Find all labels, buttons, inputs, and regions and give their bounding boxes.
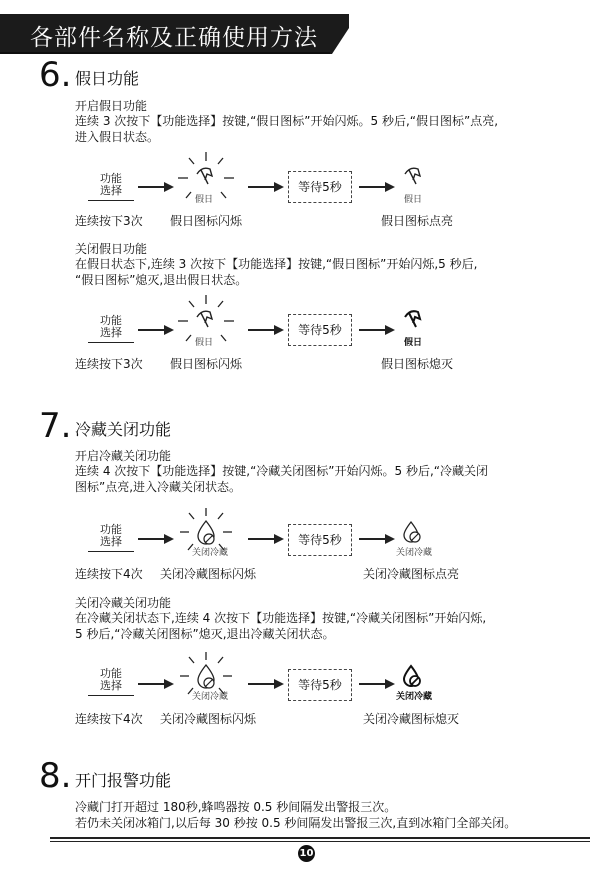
icon-label: 关闭冷藏 <box>396 548 433 558</box>
paragraph: 连续 4 次按下【功能选择】按键,“冷藏关闭图标”开始闪烁。5 秒后,“冷藏关闭 图标”点亮,进入冷藏关闭状态。 <box>75 464 488 494</box>
caption: 连续按下4次 <box>75 567 143 581</box>
subsection-title: 关闭冷藏关闭功能 <box>75 596 172 610</box>
function-select-button: 功能 选择 <box>88 173 134 201</box>
arrow-icon <box>248 324 284 336</box>
wait-box: 等待5秒 <box>288 524 352 556</box>
subsection-title: 开启假日功能 <box>75 99 148 113</box>
arrow-icon <box>138 678 174 690</box>
icon-label: 假日 <box>404 338 423 348</box>
section-title: 假日功能 <box>75 69 140 88</box>
page-number: 10 <box>298 845 315 862</box>
caption: 关闭冷藏图标熄灭 <box>363 712 460 726</box>
icon-label: 关闭冷藏 <box>192 548 229 558</box>
wait-box: 等待5秒 <box>288 314 352 346</box>
arrow-icon <box>359 324 395 336</box>
wait-box: 等待5秒 <box>288 669 352 701</box>
icon-label: 假日 <box>195 338 214 348</box>
arrow-icon <box>248 678 284 690</box>
arrow-icon <box>359 181 395 193</box>
arrow-icon <box>138 181 174 193</box>
section-title: 冷藏关闭功能 <box>75 420 172 439</box>
arrow-icon <box>138 533 174 545</box>
subsection-title: 关闭假日功能 <box>75 242 148 256</box>
arrow-icon <box>359 533 395 545</box>
caption: 假日图标点亮 <box>381 214 454 228</box>
section-number: 6. <box>39 55 72 95</box>
caption: 关闭冷藏图标闪烁 <box>160 567 257 581</box>
function-select-button: 功能 选择 <box>88 524 134 552</box>
paragraph: 在假日状态下,连续 3 次按下【功能选择】按键,“假日图标”开始闪烁,5 秒后, “假日图标”熄灭,退出假日状态。 <box>75 257 478 287</box>
icon-label: 关闭冷藏 <box>192 692 229 702</box>
caption: 连续按下3次 <box>75 357 143 371</box>
caption: 假日图标闪烁 <box>170 357 243 371</box>
section-number: 7. <box>39 406 72 446</box>
fridge-off-icon <box>400 520 424 544</box>
icon-label: 假日 <box>404 195 423 205</box>
function-select-button: 功能 选择 <box>88 668 134 696</box>
function-select-button: 功能 选择 <box>88 315 134 343</box>
arrow-icon <box>138 324 174 336</box>
icon-label: 假日 <box>195 195 214 205</box>
caption: 关闭冷藏图标闪烁 <box>160 712 257 726</box>
section-number: 8. <box>39 756 72 796</box>
paragraph: 冷藏门打开超过 180秒,蜂鸣器按 0.5 秒间隔发出警报三次。 若仍未关闭冰箱门,以后每 30 秒按 0.5 秒间隔发出警报三次,直到冰箱门全部关闭。 <box>75 800 517 830</box>
paragraph: 连续 3 次按下【功能选择】按键,“假日图标”开始闪烁。5 秒后,“假日图标”点亮, 进入假日状态。 <box>75 114 499 144</box>
footer-rule <box>50 837 590 839</box>
subsection-title: 开启冷藏关闭功能 <box>75 449 172 463</box>
icon-label: 关闭冷藏 <box>396 692 433 702</box>
section-title: 开门报警功能 <box>75 771 172 790</box>
arrow-icon <box>359 678 395 690</box>
caption: 假日图标熄灭 <box>381 357 454 371</box>
arrow-icon <box>248 181 284 193</box>
footer-rule <box>50 841 590 842</box>
caption: 假日图标闪烁 <box>170 214 243 228</box>
arrow-icon <box>248 533 284 545</box>
holiday-icon-off <box>402 307 424 329</box>
page-title: 各部件名称及正确使用方法 <box>30 25 318 51</box>
caption: 连续按下4次 <box>75 712 143 726</box>
caption: 连续按下3次 <box>75 214 143 228</box>
holiday-icon <box>402 164 424 186</box>
caption: 关闭冷藏图标点亮 <box>363 567 460 581</box>
wait-box: 等待5秒 <box>288 171 352 203</box>
paragraph: 在冷藏关闭状态下,连续 4 次按下【功能选择】按键,“冷藏关闭图标”开始闪烁, 5 秒后,“冷藏关闭图标”熄灭,退出冷藏关闭状态。 <box>75 611 487 641</box>
fridge-off-icon-off <box>400 664 424 688</box>
